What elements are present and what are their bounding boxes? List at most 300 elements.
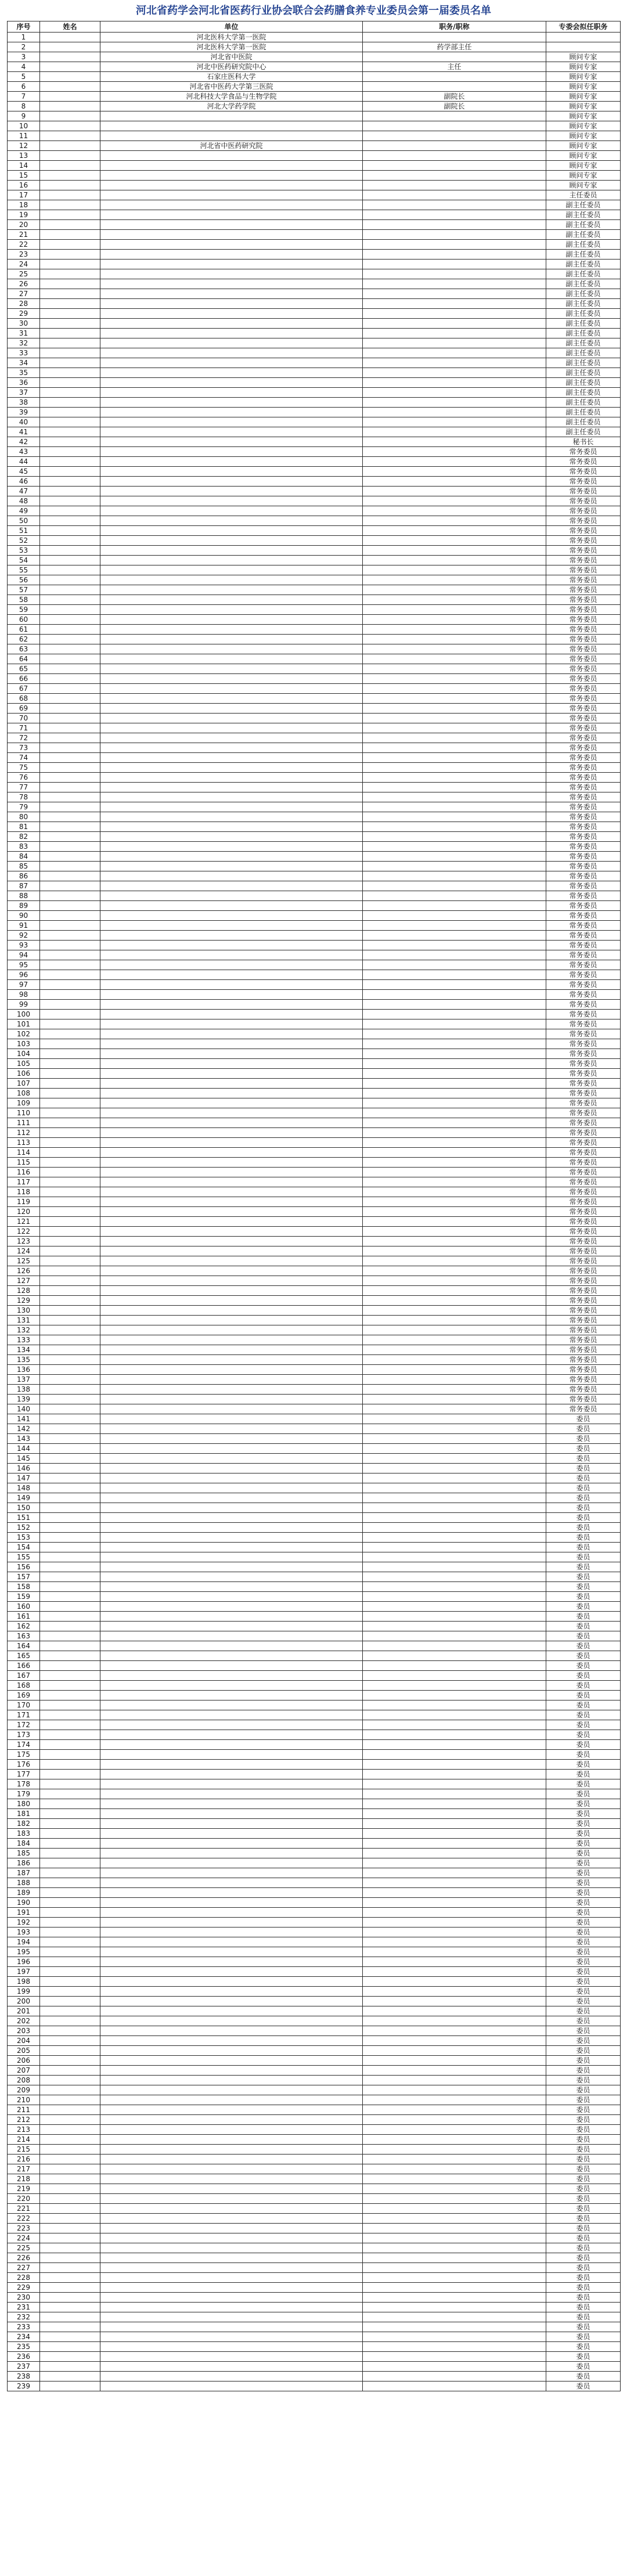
cell-name bbox=[40, 2194, 100, 2204]
cell-org bbox=[100, 1710, 363, 1720]
cell-org bbox=[100, 1888, 363, 1898]
cell-org bbox=[100, 1414, 363, 1424]
cell-org bbox=[100, 467, 363, 477]
cell-seq: 222 bbox=[8, 2214, 40, 2224]
table-row bbox=[8, 1523, 621, 1533]
cell-seq: 69 bbox=[8, 704, 40, 714]
cell-title bbox=[363, 1010, 546, 1019]
cell-title bbox=[363, 2253, 546, 2263]
cell-title bbox=[363, 1720, 546, 1730]
cell-seq: 231 bbox=[8, 2303, 40, 2312]
cell-seq: 218 bbox=[8, 2174, 40, 2184]
cell-seq: 210 bbox=[8, 2095, 40, 2105]
cell-title bbox=[363, 338, 546, 348]
cell-title bbox=[363, 1878, 546, 1888]
cell-title bbox=[363, 704, 546, 714]
table-row bbox=[8, 921, 621, 931]
cell-name bbox=[40, 2164, 100, 2174]
cell-org bbox=[100, 1355, 363, 1365]
table-row bbox=[8, 2293, 621, 2303]
cell-org bbox=[100, 1108, 363, 1118]
cell-seq: 174 bbox=[8, 1740, 40, 1750]
cell-title bbox=[363, 1424, 546, 1434]
cell-name bbox=[40, 1316, 100, 1325]
cell-title bbox=[363, 437, 546, 447]
cell-name bbox=[40, 980, 100, 990]
cell-name bbox=[40, 230, 100, 240]
cell-seq: 109 bbox=[8, 1098, 40, 1108]
cell-org bbox=[100, 1868, 363, 1878]
table-row bbox=[8, 2105, 621, 2115]
table-row bbox=[8, 1286, 621, 1296]
cell-role: 委员 bbox=[546, 1720, 621, 1730]
cell-org bbox=[100, 842, 363, 852]
cell-name bbox=[40, 1266, 100, 1276]
table-row bbox=[8, 1622, 621, 1631]
cell-seq: 159 bbox=[8, 1592, 40, 1602]
cell-name bbox=[40, 190, 100, 200]
cell-title bbox=[363, 1286, 546, 1296]
cell-title bbox=[363, 862, 546, 871]
cell-org bbox=[100, 1908, 363, 1918]
table-row bbox=[8, 62, 621, 72]
cell-role: 常务委员 bbox=[546, 941, 621, 950]
cell-org: 河北省中医院 bbox=[100, 52, 363, 62]
cell-title bbox=[363, 526, 546, 536]
cell-role: 顾问专家 bbox=[546, 102, 621, 111]
table-row bbox=[8, 2263, 621, 2273]
table-row bbox=[8, 52, 621, 62]
cell-role: 常务委员 bbox=[546, 1000, 621, 1010]
cell-org bbox=[100, 1572, 363, 1582]
cell-name bbox=[40, 368, 100, 378]
table-row bbox=[8, 1839, 621, 1849]
cell-title bbox=[363, 2273, 546, 2283]
cell-name bbox=[40, 773, 100, 783]
cell-seq: 129 bbox=[8, 1296, 40, 1306]
cell-seq: 26 bbox=[8, 279, 40, 289]
cell-seq: 95 bbox=[8, 960, 40, 970]
cell-seq: 66 bbox=[8, 674, 40, 684]
cell-name bbox=[40, 161, 100, 171]
cell-role: 副主任委员 bbox=[546, 388, 621, 398]
cell-seq: 239 bbox=[8, 2382, 40, 2391]
cell-org bbox=[100, 1138, 363, 1148]
cell-name bbox=[40, 1760, 100, 1770]
table-row bbox=[8, 941, 621, 950]
cell-name bbox=[40, 684, 100, 694]
cell-name bbox=[40, 2224, 100, 2233]
cell-org bbox=[100, 1622, 363, 1631]
table-row bbox=[8, 1434, 621, 1444]
table-row bbox=[8, 1533, 621, 1543]
cell-seq: 158 bbox=[8, 1582, 40, 1592]
cell-title bbox=[363, 783, 546, 792]
cell-org bbox=[100, 1602, 363, 1612]
cell-org bbox=[100, 2076, 363, 2085]
cell-name bbox=[40, 2105, 100, 2115]
cell-role: 常务委员 bbox=[546, 1118, 621, 1128]
cell-org bbox=[100, 812, 363, 822]
cell-role: 委员 bbox=[546, 2125, 621, 2135]
cell-title bbox=[363, 2194, 546, 2204]
table-row bbox=[8, 398, 621, 408]
cell-org bbox=[100, 210, 363, 220]
cell-name bbox=[40, 1799, 100, 1809]
cell-seq: 145 bbox=[8, 1454, 40, 1464]
cell-role: 委员 bbox=[546, 2312, 621, 2322]
cell-seq: 29 bbox=[8, 309, 40, 319]
cell-name bbox=[40, 1098, 100, 1108]
cell-seq: 170 bbox=[8, 1700, 40, 1710]
cell-org bbox=[100, 1740, 363, 1750]
cell-title bbox=[363, 901, 546, 911]
table-row bbox=[8, 674, 621, 684]
cell-seq: 193 bbox=[8, 1928, 40, 1937]
cell-title bbox=[363, 1276, 546, 1286]
cell-name bbox=[40, 1444, 100, 1454]
cell-name bbox=[40, 467, 100, 477]
cell-name bbox=[40, 378, 100, 388]
cell-name bbox=[40, 635, 100, 644]
table-row bbox=[8, 220, 621, 230]
cell-role: 顾问专家 bbox=[546, 92, 621, 102]
cell-seq: 172 bbox=[8, 1720, 40, 1730]
cell-org bbox=[100, 950, 363, 960]
cell-org bbox=[100, 1019, 363, 1029]
table-row bbox=[8, 1602, 621, 1612]
cell-seq: 80 bbox=[8, 812, 40, 822]
member-table bbox=[7, 21, 621, 2391]
cell-name bbox=[40, 812, 100, 822]
cell-name bbox=[40, 1414, 100, 1424]
cell-seq: 104 bbox=[8, 1049, 40, 1059]
cell-name bbox=[40, 1306, 100, 1316]
table-row bbox=[8, 2026, 621, 2036]
cell-name bbox=[40, 960, 100, 970]
cell-title bbox=[363, 546, 546, 556]
cell-role: 委员 bbox=[546, 1760, 621, 1770]
cell-title bbox=[363, 1098, 546, 1108]
cell-role: 常务委员 bbox=[546, 684, 621, 694]
cell-org bbox=[100, 457, 363, 467]
cell-role: 委员 bbox=[546, 2174, 621, 2184]
cell-seq: 122 bbox=[8, 1227, 40, 1237]
cell-org bbox=[100, 1799, 363, 1809]
header-seq: 序号 bbox=[8, 21, 40, 33]
cell-role: 委员 bbox=[546, 1523, 621, 1533]
cell-seq: 189 bbox=[8, 1888, 40, 1898]
table-row bbox=[8, 92, 621, 102]
cell-title bbox=[363, 1019, 546, 1029]
cell-role: 委员 bbox=[546, 1493, 621, 1503]
cell-title bbox=[363, 753, 546, 763]
cell-org bbox=[100, 1849, 363, 1858]
cell-title bbox=[363, 1158, 546, 1168]
cell-role: 委员 bbox=[546, 2253, 621, 2263]
cell-role: 委员 bbox=[546, 1572, 621, 1582]
cell-role: 副主任委员 bbox=[546, 417, 621, 427]
cell-title bbox=[363, 457, 546, 467]
table-row bbox=[8, 1108, 621, 1118]
cell-org bbox=[100, 506, 363, 516]
cell-role: 委员 bbox=[546, 2362, 621, 2372]
cell-title bbox=[363, 1177, 546, 1187]
table-row bbox=[8, 852, 621, 862]
table-row bbox=[8, 1345, 621, 1355]
cell-org bbox=[100, 1089, 363, 1098]
cell-name bbox=[40, 457, 100, 467]
table-row bbox=[8, 329, 621, 338]
cell-role: 常务委员 bbox=[546, 1197, 621, 1207]
cell-role: 常务委员 bbox=[546, 1108, 621, 1118]
cell-name bbox=[40, 2253, 100, 2263]
cell-title bbox=[363, 1335, 546, 1345]
cell-org bbox=[100, 2362, 363, 2372]
cell-role: 常务委员 bbox=[546, 1237, 621, 1246]
cell-seq: 97 bbox=[8, 980, 40, 990]
cell-org bbox=[100, 625, 363, 635]
cell-seq: 117 bbox=[8, 1177, 40, 1187]
cell-name bbox=[40, 615, 100, 625]
table-row bbox=[8, 368, 621, 378]
cell-org bbox=[100, 1898, 363, 1908]
cell-role: 常务委员 bbox=[546, 1207, 621, 1217]
table-row bbox=[8, 960, 621, 970]
cell-seq: 41 bbox=[8, 427, 40, 437]
cell-name bbox=[40, 2382, 100, 2391]
cell-role: 委员 bbox=[546, 2036, 621, 2046]
cell-title bbox=[363, 398, 546, 408]
cell-seq: 43 bbox=[8, 447, 40, 457]
cell-title bbox=[363, 33, 546, 42]
table-row bbox=[8, 1059, 621, 1069]
cell-seq: 219 bbox=[8, 2184, 40, 2194]
cell-name bbox=[40, 1700, 100, 1710]
cell-title bbox=[363, 1148, 546, 1158]
cell-title bbox=[363, 970, 546, 980]
cell-org bbox=[100, 1168, 363, 1177]
table-row bbox=[8, 654, 621, 664]
cell-role: 委员 bbox=[546, 1987, 621, 1997]
table-row bbox=[8, 319, 621, 329]
cell-name bbox=[40, 1750, 100, 1760]
cell-org bbox=[100, 1592, 363, 1602]
cell-seq: 111 bbox=[8, 1118, 40, 1128]
cell-org bbox=[100, 2214, 363, 2224]
table-row bbox=[8, 546, 621, 556]
table-row bbox=[8, 2372, 621, 2382]
cell-seq: 88 bbox=[8, 891, 40, 901]
cell-title bbox=[363, 1750, 546, 1760]
cell-name bbox=[40, 2066, 100, 2076]
cell-title bbox=[363, 52, 546, 62]
table-row bbox=[8, 704, 621, 714]
cell-role: 委员 bbox=[546, 1612, 621, 1622]
table-row bbox=[8, 2125, 621, 2135]
table-row bbox=[8, 783, 621, 792]
cell-title bbox=[363, 427, 546, 437]
cell-org bbox=[100, 2372, 363, 2382]
cell-seq: 203 bbox=[8, 2026, 40, 2036]
table-row bbox=[8, 279, 621, 289]
cell-org bbox=[100, 1424, 363, 1434]
cell-name bbox=[40, 1987, 100, 1997]
cell-role: 顾问专家 bbox=[546, 72, 621, 82]
cell-role: 委员 bbox=[546, 1513, 621, 1523]
cell-org bbox=[100, 1612, 363, 1622]
cell-name bbox=[40, 1296, 100, 1306]
cell-seq: 81 bbox=[8, 822, 40, 832]
table-row bbox=[8, 1513, 621, 1523]
cell-role: 委员 bbox=[546, 1868, 621, 1878]
cell-org bbox=[100, 1059, 363, 1069]
cell-name bbox=[40, 1039, 100, 1049]
cell-role: 委员 bbox=[546, 1779, 621, 1789]
cell-title bbox=[363, 931, 546, 941]
cell-seq: 118 bbox=[8, 1187, 40, 1197]
cell-role bbox=[546, 33, 621, 42]
cell-role: 常务委员 bbox=[546, 723, 621, 733]
table-row bbox=[8, 1098, 621, 1108]
cell-seq: 199 bbox=[8, 1987, 40, 1997]
cell-name bbox=[40, 2293, 100, 2303]
cell-seq: 208 bbox=[8, 2076, 40, 2085]
cell-seq: 44 bbox=[8, 457, 40, 467]
table-row bbox=[8, 1256, 621, 1266]
cell-org bbox=[100, 1227, 363, 1237]
cell-role: 副主任委员 bbox=[546, 200, 621, 210]
cell-name bbox=[40, 210, 100, 220]
table-row bbox=[8, 2115, 621, 2125]
cell-title bbox=[363, 2312, 546, 2322]
table-row bbox=[8, 1651, 621, 1661]
cell-title bbox=[363, 1049, 546, 1059]
cell-seq: 17 bbox=[8, 190, 40, 200]
cell-role: 顾问专家 bbox=[546, 62, 621, 72]
cell-name bbox=[40, 2125, 100, 2135]
cell-title bbox=[363, 822, 546, 832]
table-row bbox=[8, 1661, 621, 1671]
cell-role: 常务委员 bbox=[546, 1375, 621, 1385]
cell-seq: 182 bbox=[8, 1819, 40, 1829]
cell-org bbox=[100, 1237, 363, 1246]
cell-org bbox=[100, 2115, 363, 2125]
cell-org bbox=[100, 871, 363, 881]
cell-name bbox=[40, 2312, 100, 2322]
cell-seq: 87 bbox=[8, 881, 40, 891]
cell-title bbox=[363, 1858, 546, 1868]
cell-title bbox=[363, 2095, 546, 2105]
cell-name bbox=[40, 585, 100, 595]
cell-seq: 8 bbox=[8, 102, 40, 111]
cell-seq: 84 bbox=[8, 852, 40, 862]
cell-role: 常务委员 bbox=[546, 1365, 621, 1375]
table-row bbox=[8, 141, 621, 151]
cell-role: 常务委员 bbox=[546, 1138, 621, 1148]
cell-name bbox=[40, 427, 100, 437]
cell-role: 委员 bbox=[546, 1700, 621, 1710]
cell-name bbox=[40, 348, 100, 358]
cell-role: 委员 bbox=[546, 2342, 621, 2352]
cell-role: 顾问专家 bbox=[546, 82, 621, 92]
cell-seq: 223 bbox=[8, 2224, 40, 2233]
cell-name bbox=[40, 842, 100, 852]
cell-seq: 47 bbox=[8, 487, 40, 496]
cell-org bbox=[100, 329, 363, 338]
table-row bbox=[8, 2243, 621, 2253]
cell-title bbox=[363, 1898, 546, 1908]
cell-role: 委员 bbox=[546, 1464, 621, 1473]
table-row bbox=[8, 812, 621, 822]
cell-org bbox=[100, 427, 363, 437]
cell-name bbox=[40, 417, 100, 427]
cell-org bbox=[100, 230, 363, 240]
cell-title bbox=[363, 1375, 546, 1385]
table-row bbox=[8, 891, 621, 901]
cell-seq: 237 bbox=[8, 2362, 40, 2372]
table-row bbox=[8, 1355, 621, 1365]
table-row bbox=[8, 1335, 621, 1345]
cell-name bbox=[40, 62, 100, 72]
cell-title bbox=[363, 141, 546, 151]
cell-name bbox=[40, 319, 100, 329]
cell-org bbox=[100, 2046, 363, 2056]
cell-title bbox=[363, 378, 546, 388]
cell-seq: 175 bbox=[8, 1750, 40, 1760]
cell-org bbox=[100, 1779, 363, 1789]
cell-name bbox=[40, 1819, 100, 1829]
cell-role: 常务委员 bbox=[546, 496, 621, 506]
cell-title bbox=[363, 852, 546, 862]
cell-seq: 138 bbox=[8, 1385, 40, 1395]
table-row bbox=[8, 1316, 621, 1325]
cell-seq: 96 bbox=[8, 970, 40, 980]
cell-name bbox=[40, 121, 100, 131]
cell-org bbox=[100, 2105, 363, 2115]
cell-name bbox=[40, 111, 100, 121]
table-row bbox=[8, 1937, 621, 1947]
cell-seq: 154 bbox=[8, 1543, 40, 1552]
table-row bbox=[8, 2233, 621, 2243]
cell-role: 顾问专家 bbox=[546, 151, 621, 161]
cell-org bbox=[100, 753, 363, 763]
cell-seq: 49 bbox=[8, 506, 40, 516]
table-row bbox=[8, 496, 621, 506]
cell-name bbox=[40, 516, 100, 526]
cell-name bbox=[40, 2243, 100, 2253]
cell-name bbox=[40, 1454, 100, 1464]
cell-role: 顾问专家 bbox=[546, 111, 621, 121]
cell-seq: 173 bbox=[8, 1730, 40, 1740]
cell-role: 常务委员 bbox=[546, 526, 621, 536]
cell-role: 常务委员 bbox=[546, 960, 621, 970]
cell-name bbox=[40, 1868, 100, 1878]
cell-org bbox=[100, 2273, 363, 2283]
cell-role: 常务委员 bbox=[546, 1316, 621, 1325]
cell-name bbox=[40, 575, 100, 585]
cell-role: 顾问专家 bbox=[546, 161, 621, 171]
cell-org bbox=[100, 1325, 363, 1335]
cell-title bbox=[363, 1543, 546, 1552]
cell-org bbox=[100, 1286, 363, 1296]
table-row bbox=[8, 1898, 621, 1908]
cell-name bbox=[40, 141, 100, 151]
cell-role: 委员 bbox=[546, 1957, 621, 1967]
cell-title bbox=[363, 161, 546, 171]
cell-name bbox=[40, 1197, 100, 1207]
cell-title bbox=[363, 1256, 546, 1266]
